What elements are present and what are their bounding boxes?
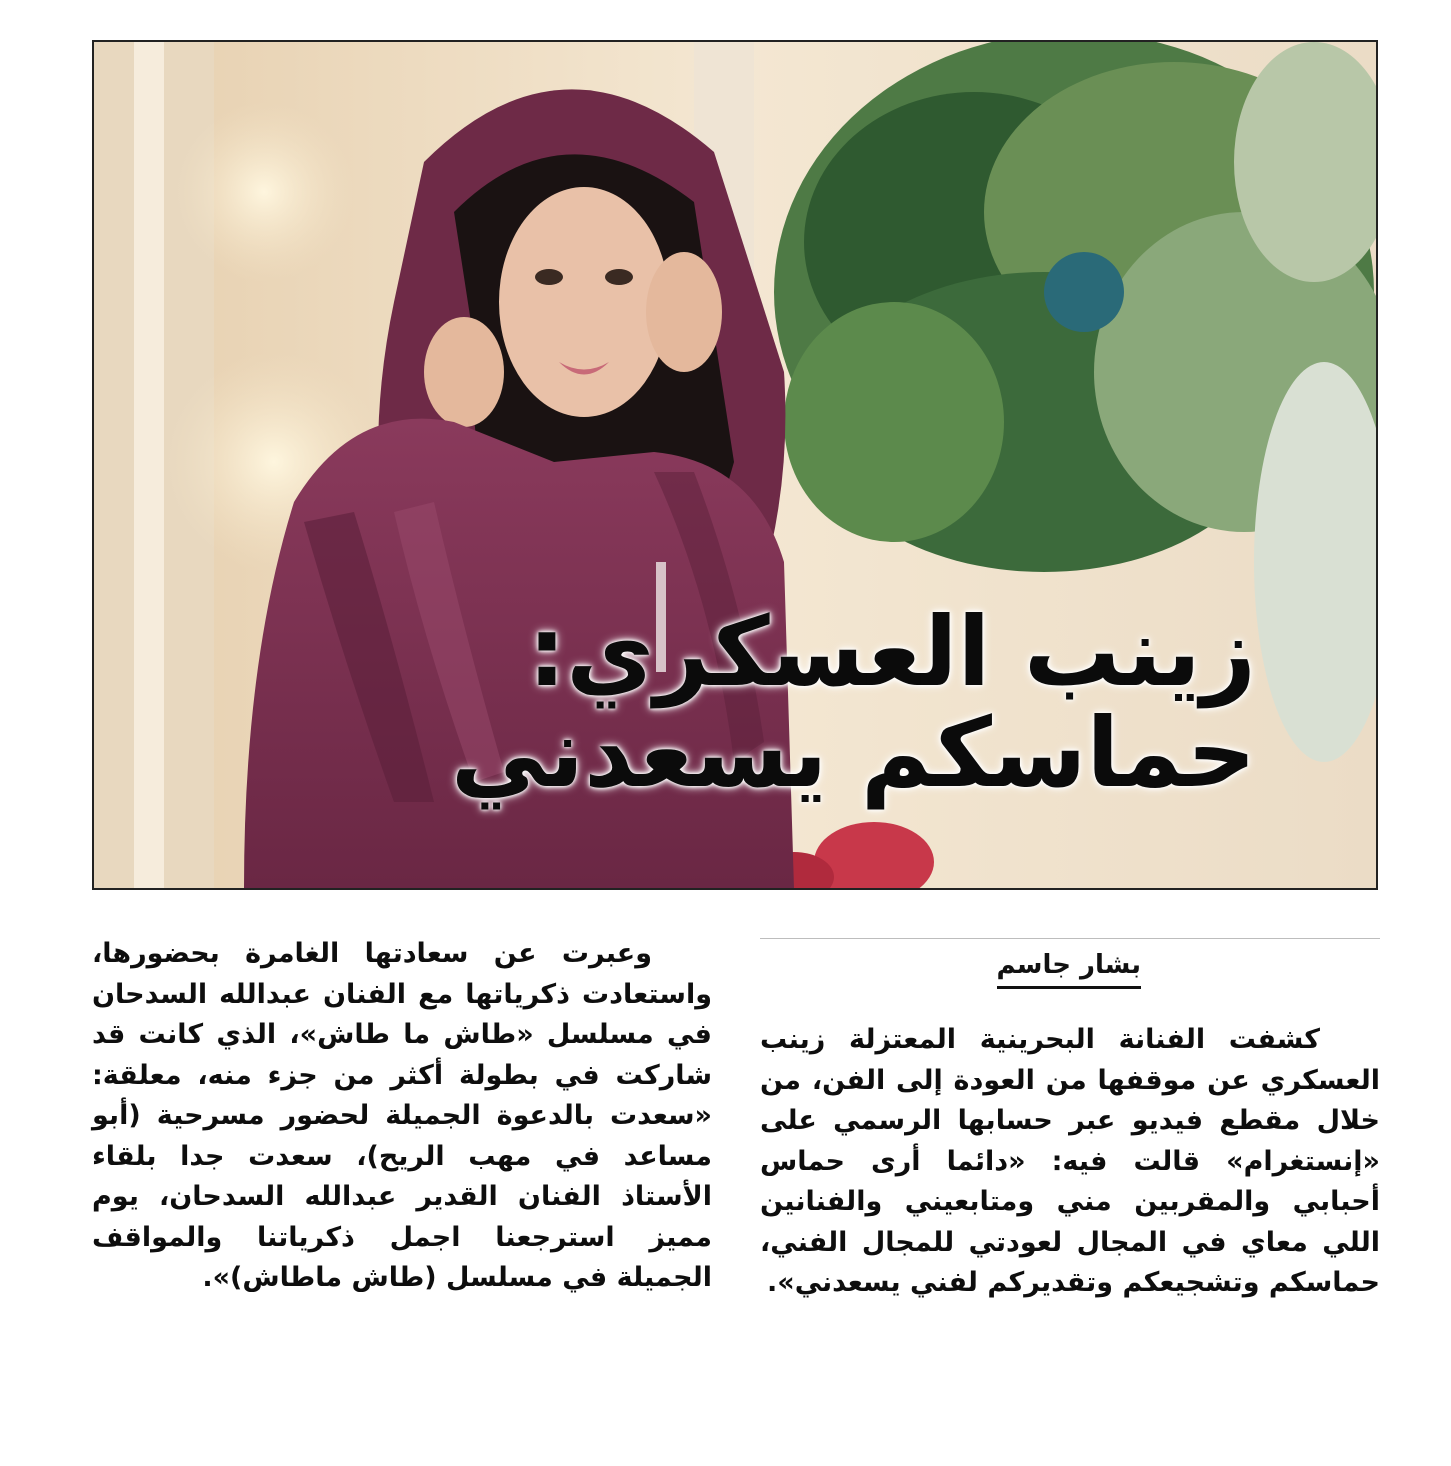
byline-divider [760, 938, 1380, 939]
article-paragraph-1: كشفت الفنانة البحرينية المعتزلة زينب العسكري عن موقفها من العودة إلى الفن، من خلال مقطع فيديو عبر حسابها الرسمي على «إنستغرام» قالت فيه: «دائما أرى حماس أحبابي والمقربين مني ومتابعيني والفنانين اللي معاي في المجال لعودتي للمجال الفني، حماسكم وتشجيعكم وتقديركم لفني يسعدني». [760, 1024, 1380, 1298]
article-column-left [92, 934, 712, 1299]
article-column-right [760, 1020, 1380, 1304]
headline [450, 596, 1256, 809]
headline-line-1: زينب العسكري: [527, 596, 1256, 708]
article-paragraph-2: وعبرت عن سعادتها الغامرة بحضورها، واستعادت ذكرياتها مع الفنان عبدالله السدحان في مسلسل «طاش ما طاش»، الذي كانت قد شاركت في بطولة أكثر من جزء منه، معلقة: «سعدت بالدعوة الجميلة لحضور مسرحية (أبو مساعد في مهب الريح)، سعدت جدا بلقاء الأستاذ الفنان القدير عبدالله السدحان، يوم مميز استرجعنا اجمل ذكرياتنا والمواقف الجميلة في مسلسل (طاش ماطاش)». [92, 938, 712, 1293]
article-photo [92, 40, 1378, 890]
byline: بشار جاسم [997, 950, 1141, 989]
headline-line-2: حماسكم يسعدني [450, 696, 1256, 809]
